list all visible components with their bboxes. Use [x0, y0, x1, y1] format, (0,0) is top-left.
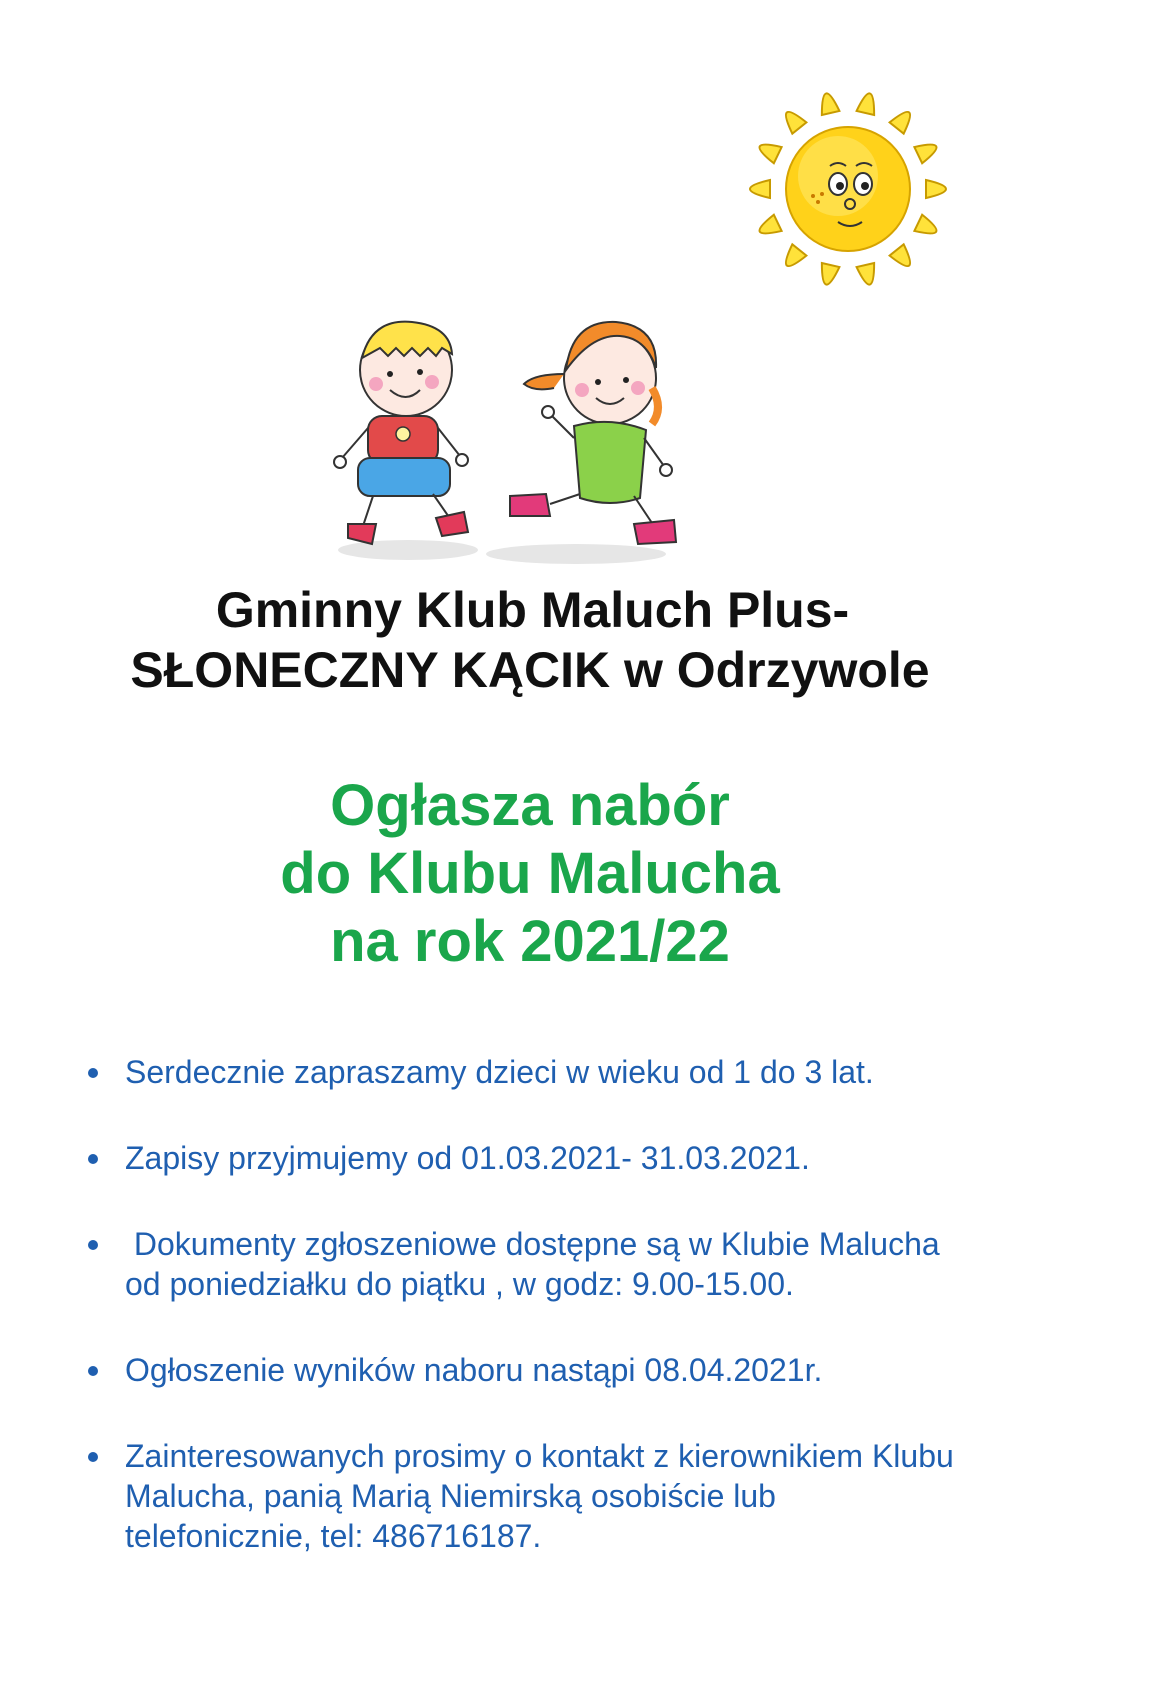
sun-ray [786, 112, 806, 134]
announcement-line1: Ogłasza nabór [330, 773, 730, 838]
sun-ray [759, 145, 781, 164]
sun-ray [822, 263, 840, 285]
sun-ray [914, 145, 936, 164]
bullet-item [82, 1224, 1042, 1304]
bullet-text-line: Zapisy przyjmujemy od 01.03.2021- 31.03.2021. [125, 1140, 810, 1176]
club-title [80, 580, 980, 700]
bullet-item [82, 1436, 1042, 1556]
sun-ray [857, 263, 875, 285]
bullet-dot-icon [88, 1366, 98, 1376]
sun-ray [786, 244, 806, 266]
smiling-sun-icon [688, 64, 1008, 314]
bullet-text-line: od poniedziałku do piątku , w godz: 9.00-15.00. [125, 1266, 794, 1302]
bullet-text-line: Zainteresowanych prosimy o kontakt z kierownikiem Klubu [125, 1438, 954, 1474]
sun-ray [759, 215, 781, 234]
bullet-dot-icon [88, 1154, 98, 1164]
bullet-dot-icon [88, 1452, 98, 1462]
bullet-dot-icon [88, 1068, 98, 1078]
bullet-text-line: Dokumenty zgłoszeniowe dostępne są w Klubie Malucha [125, 1226, 940, 1262]
announcement-line3: na rok 2021/22 [330, 909, 730, 974]
bullet-dot-icon [88, 1240, 98, 1250]
bullet-text-line: Ogłoszenie wyników naboru nastąpi 08.04.2021r. [125, 1352, 823, 1388]
bullet-text-line: telefonicznie, tel: 486716187. [125, 1518, 542, 1554]
bullet-text-line: Malucha, panią Marią Niemirską osobiście lub [125, 1478, 776, 1514]
bullet-item [82, 1052, 1042, 1092]
announcement-line2: do Klubu Malucha [280, 841, 780, 906]
bullet-item [82, 1350, 1042, 1390]
club-title-line1: Gminny Klub Maluch Plus- [215, 582, 850, 638]
sun-ray [926, 180, 946, 198]
bullet-text-line: Serdecznie zapraszamy dzieci w wieku od 1 do 3 lat. [125, 1054, 874, 1090]
sun-ray [890, 244, 910, 266]
running-children-illustration [328, 318, 748, 570]
recruitment-announcement [160, 772, 900, 976]
sun-ray [914, 215, 936, 234]
bullet-item [82, 1138, 1042, 1178]
sun-ray [750, 180, 770, 198]
sun-ray [857, 93, 875, 115]
club-title-line2: SŁONECZNY KĄCIK w Odrzywole [130, 642, 930, 698]
info-bullet-list [82, 1052, 1042, 1602]
sun-ray [890, 112, 910, 134]
sun-ray [822, 93, 840, 115]
